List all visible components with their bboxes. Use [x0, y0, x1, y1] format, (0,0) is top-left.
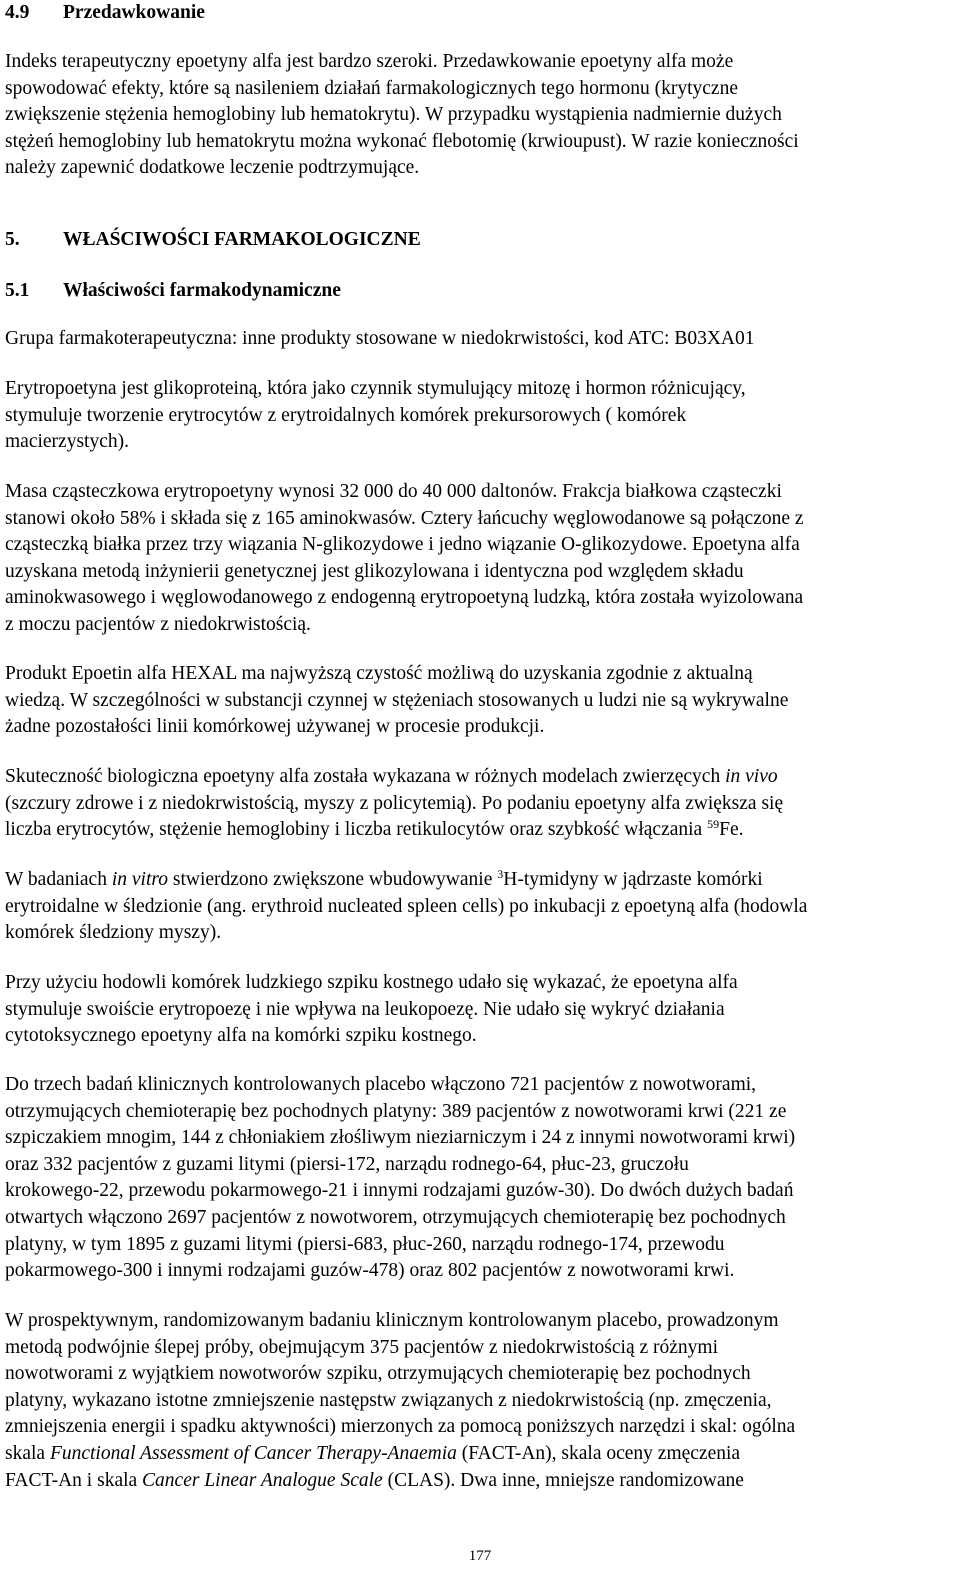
text-line: Masa cząsteczkowa erytropoetyny wynosi 32 000 do 40 000 daltonów. Frakcja białkowa cząsteczki — [5, 481, 782, 502]
molecular-mass-paragraph — [5, 479, 804, 639]
text-line: należy zapewnić dodatkowe leczenie podtrzymujące. — [5, 157, 420, 179]
text-line — [5, 1441, 795, 1468]
text-line: Grupa farmakoterapeutyczna: inne produkty stosowane w niedokrwistości, kod ATC: B03XA01 — [5, 328, 755, 349]
text-segment: W badaniach — [5, 869, 112, 890]
text-line: cytotoksycznego epoetyny alfa na komórki szpiku kostnego. — [5, 1025, 477, 1047]
pharmacotherapeutic-group-paragraph — [5, 326, 755, 353]
text-line: (szczury zdrowe i z niedokrwistością, myszy z policytemią). Po podaniu epoetyny alfa zwiększa się — [5, 792, 784, 814]
text-segment: stwierdzono zwiększone wbudowywanie — [168, 869, 498, 890]
text-line: wiedzą. W szczególności w substancji czynnej w stężeniach stosowanych u ludzi nie są wykrywalne — [5, 689, 789, 711]
text-line: stymuluje swoiście erytropoezę i nie wpływa na leukopoezę. Nie udało się wykryć działania — [5, 998, 725, 1020]
clinical-trials-paragraph — [5, 1072, 795, 1285]
text-segment: liczba erytrocytów, stężenie hemoglobiny i liczba retikulocytów oraz szybkość włączania — [5, 819, 708, 841]
text-segment: FACT-An i skala — [5, 1469, 143, 1491]
text-line: uzyskana metodą inżynierii genetycznej jest glikozylowana i identyczna pod względem składu — [5, 560, 744, 582]
bone-marrow-paragraph — [5, 970, 738, 1050]
text-line: stężeń hemoglobiny lub hematokrytu można wykonać flebotomię (krwioupust). W razie konieczności — [5, 130, 799, 152]
text-line: Indeks terapeutyczny epoetyny alfa jest bardzo szeroki. Przedawkowanie epoetyny alfa może — [5, 51, 734, 72]
text-line: otwartych włączono 2697 pacjentów z nowotworem, otrzymujących chemioterapię bez pochodnych — [5, 1206, 786, 1228]
text-line: oraz 332 pacjentów z guzami litymi (piersi-172, narządu rodnego-64, płuc-23, gruczołu — [5, 1153, 689, 1175]
superscript: 3 — [497, 867, 504, 881]
text-line: zmniejszenia energii i spadku aktywności) mierzonych za pomocą poniższych narzędzi i skal: ogólna — [5, 1416, 796, 1438]
text-segment: H-tymidyny w jądrzaste komórki — [503, 869, 763, 890]
in-vitro-paragraph — [5, 867, 807, 947]
text-line: Przy użyciu hodowli komórek ludzkiego szpiku kostnego udało się wykazać, że epoetyna alfa — [5, 972, 738, 993]
section-5-heading — [5, 227, 421, 253]
italic-term: Functional Assessment of Cancer Therapy-Anaemia — [49, 1442, 457, 1464]
text-line: nowotworami z wyjątkiem nowotworów szpiku, otrzymujących chemioterapię bez pochodnych — [5, 1363, 751, 1385]
text-line: żadne pozostałości linii komórkowej używanej w procesie produkcji. — [5, 716, 545, 738]
section-title: Właściwości farmakodynamiczne — [63, 280, 341, 301]
text-line — [5, 817, 783, 844]
text-line: cząsteczką białka przez trzy wiązania N-glikozydowe i jedno wiązanie O-glikozydowe. Epoetyna alfa — [5, 534, 800, 556]
text-line — [5, 764, 783, 791]
text-line: platyny, wykazano istotne zmniejszenie następstw związanych z niedokrwistością (np. zmęczenia, — [5, 1389, 772, 1411]
text-line: spowodować efekty, które są nasileniem działań farmakologicznych tego hormonu (krytyczne — [5, 77, 738, 99]
text-line: zwiększenie stężenia hemoglobiny lub hematokrytu). W przypadku wystąpienia nadmiernie dużych — [5, 104, 782, 126]
text-line: pokarmowego-300 i innymi rodzajami guzów-478) oraz 802 pacjentów z nowotworami krwi. — [5, 1260, 735, 1282]
italic-term: in vivo — [725, 766, 778, 787]
text-line — [5, 1468, 795, 1495]
text-line: Erytropoetyna jest glikoproteiną, która jako czynnik stymulujący mitozę i hormon różnicujący, — [5, 378, 746, 399]
text-line — [5, 867, 807, 894]
italic-term: in vitro — [111, 869, 168, 890]
section-title: WŁAŚCIWOŚCI FARMAKOLOGICZNE — [63, 229, 421, 250]
text-segment: (CLAS). Dwa inne, mniejsze randomizowane — [382, 1469, 744, 1491]
section-number: 4.9 — [5, 2, 30, 23]
text-line: platyny, w tym 1895 z guzami litymi (piersi-683, płuc-260, narządu rodnego-174, przewodu — [5, 1233, 725, 1255]
text-segment: Fe. — [719, 819, 744, 841]
prospective-study-paragraph — [5, 1308, 795, 1494]
text-line: Produkt Epoetin alfa HEXAL ma najwyższą czystość możliwą do uzyskania zgodnie z aktualną — [5, 663, 753, 684]
text-segment: (FACT-An), skala oceny zmęczenia — [456, 1442, 741, 1464]
text-line: z moczu pacjentów z niedokrwistością. — [5, 613, 311, 635]
text-line: stanowi około 58% i składa się z 165 aminokwasów. Cztery łańcuchy węglowodanowe są połączone z — [5, 507, 804, 529]
text-line: metodą podwójnie ślepej próby, obejmującym 375 pacjentów z niedokrwistością z różnymi — [5, 1336, 719, 1358]
text-line: krokowego-22, przewodu pokarmowego-21 i innymi rodzajami guzów-30). Do dwóch dużych badań — [5, 1180, 794, 1202]
text-segment: Skuteczność biologiczna epoetyny alfa została wykazana w różnych modelach zwierzęcych — [5, 766, 726, 787]
text-line: Do trzech badań klinicznych kontrolowanych placebo włączono 721 pacjentów z nowotworami, — [5, 1074, 757, 1095]
text-line: szpiczakiem mnogim, 144 z chłoniakiem złośliwym nieziarniczym i 24 z innymi nowotworami krwi) — [5, 1127, 796, 1149]
text-line: macierzystych). — [5, 431, 129, 453]
biological-efficacy-paragraph — [5, 764, 783, 844]
text-line: erytroidalne w śledzionie (ang. erythroid nucleated spleen cells) po inkubacji z epoetyną alfa (hodowla — [5, 895, 808, 917]
text-line: komórek śledziony myszy). — [5, 922, 222, 944]
section-5-1-heading — [5, 278, 341, 304]
section-4-9-heading — [5, 0, 205, 26]
section-number: 5. — [5, 229, 20, 250]
section-title: Przedawkowanie — [63, 2, 205, 23]
superscript: 59 — [707, 817, 720, 832]
page-number: 177 — [468, 1548, 492, 1564]
text-line: otrzymujących chemioterapię bez pochodnych platyny: 389 pacjentów z nowotworami krwi (221 ze — [5, 1100, 787, 1122]
section-number: 5.1 — [5, 280, 30, 301]
text-line: aminokwasowego i węglowodanowego z endogenną erytropoetyną ludzką, która została wyizolowana — [5, 587, 804, 609]
erythropoietin-paragraph — [5, 376, 746, 456]
product-purity-paragraph — [5, 661, 788, 741]
italic-term: Cancer Linear Analogue Scale — [142, 1469, 383, 1491]
text-segment: skala — [5, 1442, 50, 1464]
text-line: W prospektywnym, randomizowanym badaniu klinicznym kontrolowanym placebo, prowadzonym — [5, 1310, 779, 1331]
text-line: stymuluje tworzenie erytrocytów z erytroidalnych komórek prekursorowych ( komórek — [5, 404, 687, 426]
overdose-paragraph — [5, 49, 799, 182]
